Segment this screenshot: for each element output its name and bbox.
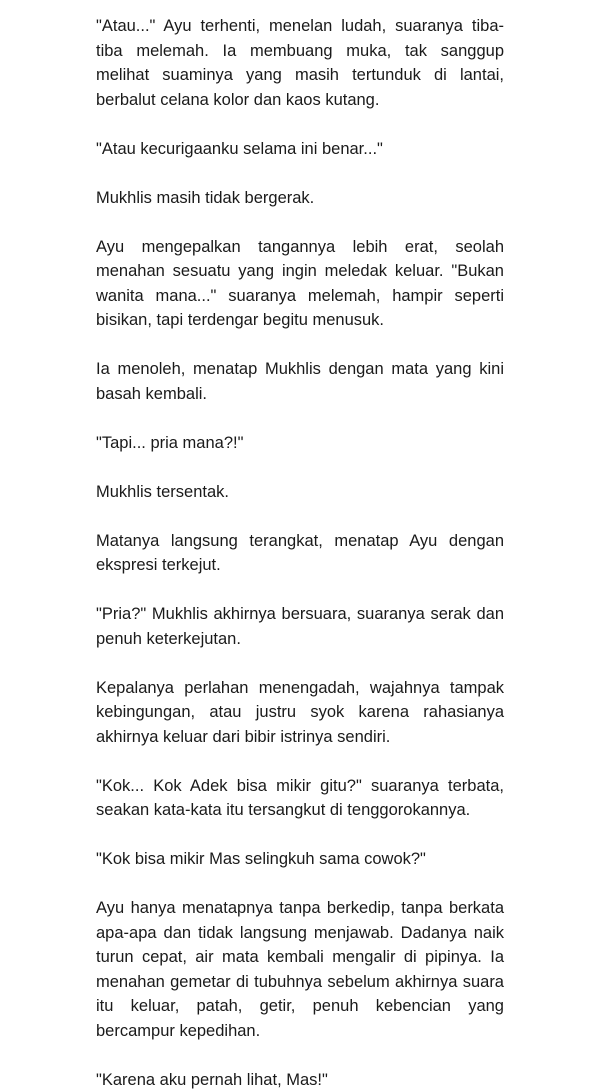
story-paragraph-8: Matanya langsung terangkat, menatap Ayu dengan ekspresi terkejut.	[96, 529, 504, 578]
story-paragraph-6: "Tapi... pria mana?!"	[96, 431, 504, 456]
story-paragraph-5: Ia menoleh, menatap Mukhlis dengan mata yang kini basah kembali.	[96, 357, 504, 406]
story-paragraph-14: "Karena aku pernah lihat, Mas!"	[96, 1068, 504, 1092]
story-paragraph-11: "Kok... Kok Adek bisa mikir gitu?" suaranya terbata, seakan kata-kata itu tersangkut di tenggorokannya.	[96, 774, 504, 823]
story-paragraph-4: Ayu mengepalkan tangannya lebih erat, seolah menahan sesuatu yang ingin meledak keluar. "Bukan wanita mana..." suaranya melemah, hampir seperti bisikan, tapi terdengar begitu menusuk.	[96, 235, 504, 333]
story-paragraph-13: Ayu hanya menatapnya tanpa berkedip, tanpa berkata apa-apa dan tidak langsung menjawab. Dadanya naik turun cepat, air mata kembali mengalir di pipinya. Ia menahan gemetar di tubuhnya sebelum akhirnya suara itu keluar, patah, getir, penuh kebencian yang bercampur kepedihan.	[96, 896, 504, 1043]
story-paragraph-12: "Kok bisa mikir Mas selingkuh sama cowok?"	[96, 847, 504, 872]
story-paragraph-10: Kepalanya perlahan menengadah, wajahnya tampak kebingungan, atau justru syok karena rahasianya akhirnya keluar dari bibir istrinya sendiri.	[96, 676, 504, 750]
story-paragraph-2: "Atau kecurigaanku selama ini benar..."	[96, 137, 504, 162]
story-paragraph-3: Mukhlis masih tidak bergerak.	[96, 186, 504, 211]
story-paragraph-1: "Atau..." Ayu terhenti, menelan ludah, suaranya tiba-tiba melemah. Ia membuang muka, tak sanggup melihat suaminya yang masih tertunduk di lantai, berbalut celana kolor dan kaos kutang.	[96, 14, 504, 112]
story-paragraph-9: "Pria?" Mukhlis akhirnya bersuara, suaranya serak dan penuh keterkejutan.	[96, 602, 504, 651]
story-paragraph-7: Mukhlis tersentak.	[96, 480, 504, 505]
